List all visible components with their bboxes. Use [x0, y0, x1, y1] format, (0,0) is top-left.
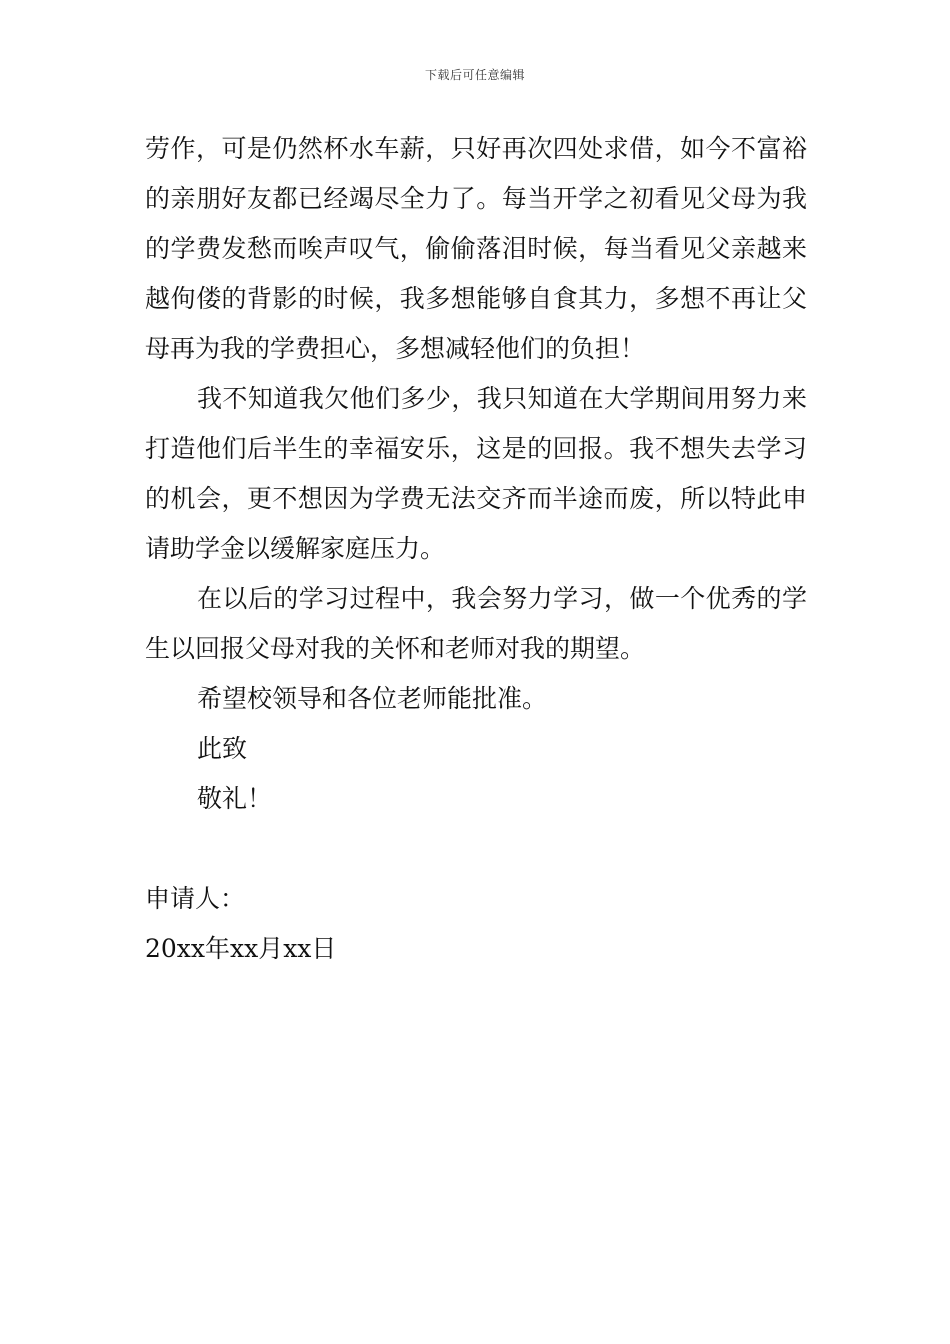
letter-body: [145, 124, 807, 974]
closing-salutation: 此致: [197, 734, 248, 763]
spacer: [145, 824, 807, 874]
paragraph-continuation: 劳作，可是仍然杯水车薪，只好再次四处求借，如今不富裕的亲朋好友都已经竭尽全力了。每当开学之初看见父母为我的学费发愁而唉声叹气，偷偷落泪时候，每当看见父亲越来越佝偻的背影的时候，我多想能够自食其力，多想不再让父母再为我的学费担心，多想减轻他们的负担！: [145, 134, 807, 363]
paragraph-gratitude: 我不知道我欠他们多少，我只知道在大学期间用努力来打造他们后半生的幸福安乐，这是的回报。我不想失去学习的机会，更不想因为学费无法交齐而半途而废，所以特此申请助学金以缓解家庭压力。: [145, 384, 807, 563]
paragraph-request: 希望校领导和各位老师能批准。: [197, 684, 548, 713]
applicant-label: 申请人：: [145, 884, 246, 913]
paragraph-commitment: 在以后的学习过程中，我会努力学习，做一个优秀的学生以回报父母对我的关怀和老师对我的期望。: [145, 584, 807, 663]
closing-regards: 敬礼！: [197, 784, 273, 813]
letter-date: 20xx年xx月xx日: [145, 934, 337, 963]
header-note: 下载后可任意编辑: [424, 68, 525, 82]
